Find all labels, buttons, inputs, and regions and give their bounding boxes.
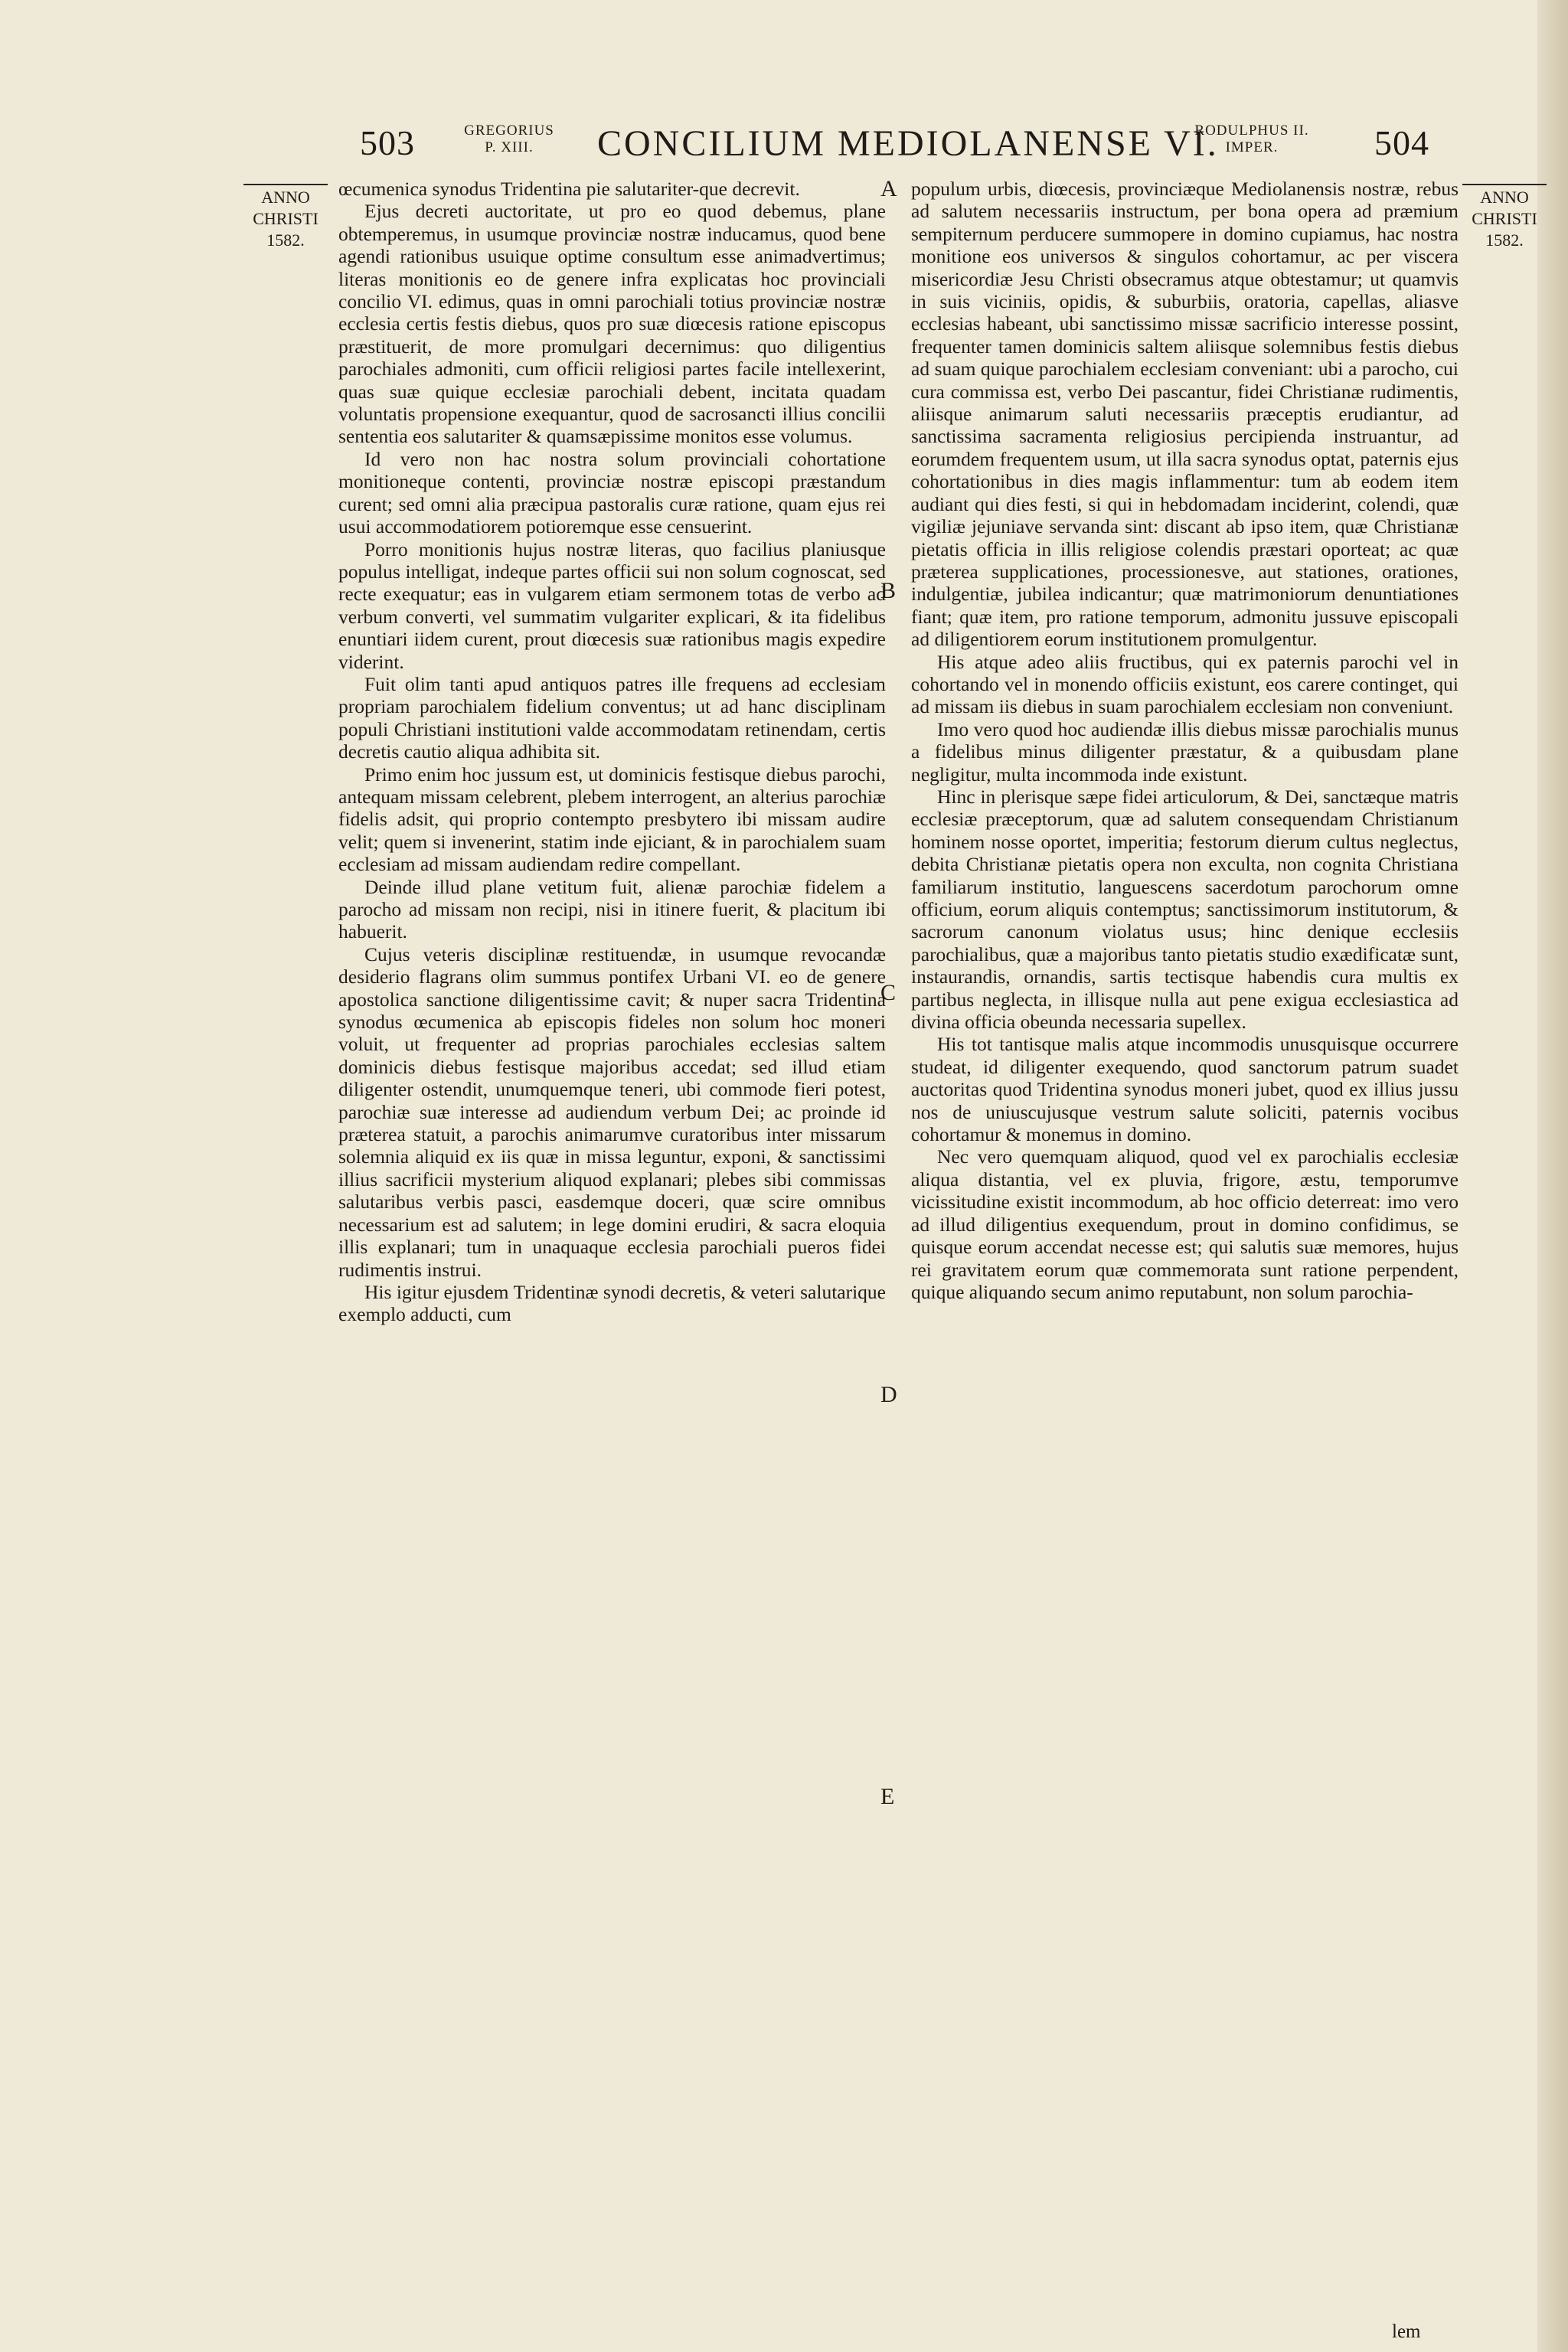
page-number-left: 503 <box>360 123 415 162</box>
margin-rule-right <box>1462 184 1547 185</box>
margin-note-right-line1: ANNO <box>1480 188 1529 207</box>
text-column-right <box>911 178 1459 2306</box>
paragraph: Primo enim hoc jussum est, ut dominicis festisque diebus parochi, antequam missam celebrent, plebem interrogent, an alterius parochiæ fidelis adsit, qui proprio contempto presbytero ibi missam audire velit; quem si invenerint, statim inde ejiciant, & in parochialem suam ecclesiam ad missam audiendam redire compellant. <box>338 763 886 876</box>
catchword: lem <box>1392 2321 1421 2342</box>
margin-note-right <box>1462 184 1547 251</box>
paragraph: His tot tantisque malis atque incommodis unusquisque occurrere studeat, id diligenter exequendo, quod sanctorum patrum suadet auctoritas quod Tridentina synodus moneri jubet, quod ex illius jussu nos de uniuscujusque vestrum salute soliciti, paternis vocibus cohortamur & monemus in domino. <box>911 1033 1459 1146</box>
section-letter-a: A <box>880 176 897 201</box>
section-letter-d: D <box>880 1382 897 1407</box>
page-title: CONCILIUM MEDIOLANENSE VI. <box>597 123 1219 164</box>
paragraph: Porro monitionis hujus nostræ literas, quo facilius planiusque populus intelligat, indeque partes officii sui non solum cognoscat, sed recte exequatur; eas in vulgarem etiam sermonem totas de verbo ad verbum converti, vel summatim vulgariter explicari, & ita fidelibus enuntiari iidem curent, prout diœcesis suæ rationibus magis expedire viderint. <box>338 537 886 673</box>
header-label-left-line2: P. XIII. <box>485 139 534 155</box>
text-column-left <box>338 178 886 2306</box>
header-label-left-line1: GREGORIUS <box>464 122 554 139</box>
margin-note-left-line1: ANNO <box>261 188 310 207</box>
header-label-right-line2: IMPER. <box>1225 139 1279 155</box>
section-letter-e: E <box>880 1784 895 1809</box>
paragraph: Deinde illud plane vetitum fuit, alienæ parochiæ fidelem a parocho ad missam non recipi, nisi in itinere fuerit, & placitum ibi habuerit. <box>338 875 886 943</box>
paragraph: Cujus veteris disciplinæ restituendæ, in usumque revocandæ desiderio flagrans olim summus pontifex Urbani VI. eo de genere apostolica sanctione diligentissime cavit; & nuper sacra Tridentina synodus œcumenica ab episcopis fideles non solum hoc moneri voluit, ut frequenter ad proprias parochiales ecclesias saltem dominicis diebus festisque majoribus accedat; sed illud etiam diligenter ostendit, unumquemque teneri, ubi commode fieri potest, parochiæ suæ interesse ad audiendum verbum Dei; ac proinde id præterea statuit, a parochis animarumve curatoribus inter missarum solemnia aliquid ex iis quæ in missa leguntur, exponi, & sanctissimi illius sacrificii mysterium aliquod explanari; plebes sibi commissas salutaribus verbis pasci, easdemque doceri, quæ scire omnibus necessarium est ad salutem; in lege domini erudiri, & sacra eloquia illis explanari; tum in unaquaque ecclesia parochiali pueros fidei rudimentis instrui. <box>338 942 886 1281</box>
section-letter-b: B <box>880 578 897 603</box>
page-edge <box>1537 0 1568 2352</box>
paragraph: œcumenica synodus Tridentina pie salutariter-que decrevit. <box>338 178 800 200</box>
margin-note-right-line3: 1582. <box>1485 230 1524 250</box>
margin-rule-left <box>243 184 328 185</box>
paragraph: populum urbis, diœcesis, provinciæque Mediolanensis nostræ, rebus ad salutem necessariis instructum, per bona opera ad præmium sempiternum perducere summopere in domino cupiamus, hac nostra monitione eos universos & singulos cohortamur, ac per viscera misericordiæ Jesu Christi obsecramus atque obtestamur; ut quamvis in suis viciniis, opidis, & suburbiis, oratoria, capellas, aliasve ecclesias habeant, ubi sanctissimo missæ sacrificio interesse possint, frequenter tamen dominicis saltem aliisque solemnibus festis diebus ad suam quique parochialem ecclesiam conveniant: ubi a parocho, cui cura commissa est, verbo Dei pascantur, fidei Christianæ rudimentis, aliisque animarum saluti necessariis præceptis erudiantur, ad sanctissima sacramenta religiosius percipienda instruantur, ad eorumdem frequentem usum, ut illa sacra synodus optat, paternis ejus cohortationibus in dies magis inflammentur: tum ab eodem item audiant qui dies festi, si qui in hebdomadam inciderint, colendi, quæ vigiliæ jejuniave servanda sint: discant ab ipso item, quæ Christianæ pietatis officia in illis religiose colendis præstari oporteat; ac quæ præterea supplicationes, processionesve, aut stationes, orationes, indulgentiæ, jubilea indicantur; quæ matrimoniorum denuntiationes fiant; quæ item, pro ratione temporum, admonitu jussuve episcopali ad diligentiorem eorum institutionem promulgentur. <box>911 178 1459 651</box>
paragraph: Nec vero quemquam aliquod, quod vel ex parochialis ecclesiæ aliqua distantia, vel ex pluvia, frigore, æstu, temporumve vicissitudine existit incommodum, ab hoc officio deterreat: imo vero ad illud diligentius exequendum, prout in domino confidimus, se quisque eorum accendat necesse est; qui salutis suæ memores, hujus rei gravitatem eorum quæ commemorata sunt ratione perpendent, quique aliquando secum animo reputabunt, non solum parochia- <box>911 1145 1459 1303</box>
margin-note-left-line2: CHRISTI <box>253 209 318 228</box>
header-label-right <box>1194 122 1309 156</box>
paragraph: Hinc in plerisque sæpe fidei articulorum, & Dei, sanctæque matris ecclesiæ præceptorum, quæ ad salutem consequendam Christianum hominem nosse oportet, imperitia; festorum dierum cultus neglectus, debita Christianæ pietatis opera non exculta, non cognita Christiana familiarum institutio, languescens sacerdotum parochorum omne officium, eorum aliquis contemptus; sanctissimorum institutorum, & sacrorum canonum violatus usus; hinc denique ecclesiis parochialibus, quæ a majoribus tanto pietatis studio exædificatæ sunt, instaurandis, ornandis, sartis tectisque habendis cura multis ex partibus neglecta, in illisque nulla aut pene exigua ecclesiastica ad divina officia obeunda necessaria supellex. <box>911 785 1459 1034</box>
margin-note-left <box>243 184 328 251</box>
paragraph: Imo vero quod hoc audiendæ illis diebus missæ parochialis munus a fidelibus minus diligenter præstatur, & a quibusdam plane negligitur, multa incommoda inde existunt. <box>911 717 1459 786</box>
margin-note-left-line3: 1582. <box>266 230 305 250</box>
section-letter-c: C <box>880 980 897 1005</box>
margin-note-right-line2: CHRISTI <box>1472 209 1537 228</box>
paragraph: His atque adeo aliis fructibus, qui ex paternis parochi vel in cohortando vel in monendo officiis existunt, eos carere continget, qui ad missam iis diebus in suam parochialem ecclesiam non conveniunt. <box>911 650 1459 718</box>
page-header <box>0 0 1568 176</box>
paragraph: Fuit olim tanti apud antiquos patres ille frequens ad ecclesiam propriam parochialem fidelium conventus; ut ad hanc disciplinam populi Christiani institutioni valde accommodatam retinendam, certis decretis cautio aliqua adhibita sit. <box>338 672 886 763</box>
paragraph: Id vero non hac nostra solum provinciali cohortatione monitioneque contenti, provinciæ nostræ episcopi præstandum curent; sed omni alia præcipua pastoralis curæ ratione, quam ejus rei usui accommodatiorem potioremque esse censuerint. <box>338 447 886 538</box>
header-label-right-line1: RODULPHUS II. <box>1194 122 1309 139</box>
paragraph: Ejus decreti auctoritate, ut pro eo quod debemus, plane obtemperemus, in usumque provinciæ nostræ inducamus, quod bene agendi rationibus usuique optime consultum esse animadvertimus; literas monitionis eo de genere infra explicatas hoc provinciali concilio VI. edimus, quas in omni parochiali totius provinciæ nostræ ecclesia certis festis diebus, quos pro suæ diœcesis ratione episcopus præstituerit, de more promulgari decernimus: quo diligentius parochiales admoniti, cum officii religiosi partes facile intellexerint, quas suæ quique ecclesiæ parochiali debent, incitata quadam voluntatis propensione exequantur, quod de sacrosancti illius concilii sententia eos salutariter & quamsæpissime monitos esse volumus. <box>338 200 886 448</box>
header-label-left <box>459 122 559 156</box>
page-number-right: 504 <box>1374 123 1429 162</box>
paragraph: His igitur ejusdem Tridentinæ synodi decretis, & veteri salutarique exemplo adducti, cum <box>338 1280 886 1326</box>
